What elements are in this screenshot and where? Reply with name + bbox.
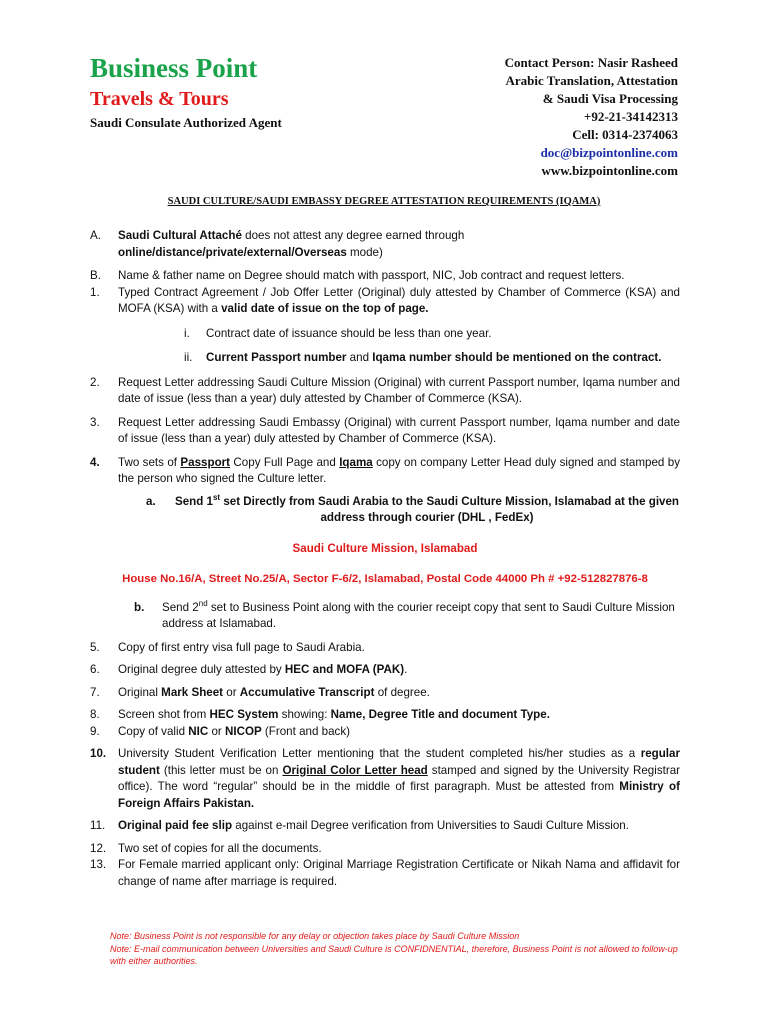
list-text: Request Letter addressing Saudi Culture Mission (Original) with current Passport number, Iqama number and date of issue (less than a year) duly attested by Chamber of Commerce (KSA). [118, 375, 680, 405]
note-line-1: Note: Business Point is not responsible for any delay or objection takes place by Saudi Culture Mission [110, 931, 520, 941]
list-text: Send 1st set Directly from Saudi Arabia to the Saudi Culture Mission, Islamabad at the given address through courier (DHL , FedEx) [174, 492, 680, 524]
list-item-13 [90, 857, 680, 890]
list-text: Request Letter addressing Saudi Embassy (Original) with current Passport number, Iqama number and date of issue (less than a year) duly attested by Chamber of Commerce (KSA). [118, 415, 680, 445]
list-text: Contract date of issuance should be less than one year. [206, 326, 492, 340]
list-marker: 9. [90, 724, 100, 738]
list-item-7 [90, 685, 680, 702]
contact-cell: Cell: 0314-2374063 [572, 127, 678, 142]
list-marker: A. [90, 229, 101, 242]
list-marker: 5. [90, 640, 100, 654]
list-item-6 [90, 662, 680, 679]
list-item-2 [90, 375, 680, 408]
list-text: Two sets of Passport Copy Full Page and Iqama copy on company Letter Head duly signed and stamped by the person who signed the Culture letter. [118, 455, 680, 485]
list-item-1 [90, 285, 680, 318]
list-text: Copy of valid NIC or NICOP (Front and back) [118, 724, 350, 738]
list-marker: i. [184, 326, 190, 340]
list-item-12 [90, 841, 680, 858]
list-marker: 8. [90, 708, 100, 721]
list-item-4-b [134, 600, 680, 633]
list-marker: 2. [90, 375, 100, 389]
contact-email[interactable]: doc@bizpointonline.com [540, 145, 678, 160]
list-text: For Female married applicant only: Original Marriage Registration Certificate or Nikah Nama and affidavit for change of name after marriage is required. [118, 858, 680, 888]
note-line-2: Note: E-mail communication between Universities and Saudi Culture is CONFIDNENTIAL, therefore, Business Point is not allowed to follow-up with either authorities. [110, 943, 678, 966]
list-item-11 [90, 818, 680, 835]
contact-services-2: & Saudi Visa Processing [542, 91, 678, 106]
mission-name: Saudi Culture Mission, Islamabad [292, 541, 478, 555]
brand-subtitle: Travels & Tours [90, 88, 229, 110]
list-item-8 [90, 707, 680, 724]
list-item-3 [90, 415, 680, 448]
list-marker: 4. [90, 455, 100, 469]
mission-address: House No.16/A, Street No.25/A, Sector F-6/2, Islamabad, Postal Code 44000 Ph # +92-512827876-8 [122, 573, 648, 585]
list-marker: ii. [184, 351, 193, 364]
contact-services-1: Arabic Translation, Attestation [505, 73, 678, 88]
list-text: Original degree duly attested by HEC and MOFA (PAK). [118, 663, 408, 676]
list-marker: 3. [90, 415, 100, 429]
list-text: Name & father name on Degree should match with passport, NIC, Job contract and request letters. [118, 269, 625, 282]
list-text: Typed Contract Agreement / Job Offer Letter (Original) duly attested by Chamber of Commerce (KSA) and MOFA (KSA) with a valid date of issue on the top of page. [118, 285, 680, 315]
list-marker: a. [146, 494, 156, 508]
list-text: Two set of copies for all the documents. [118, 841, 322, 855]
list-text: Saudi Cultural Attaché does not attest any degree earned through online/distance/private/external/Overseas mode) [118, 229, 465, 259]
list-item-5 [90, 640, 680, 657]
contact-phone: +92-21-34142313 [583, 109, 678, 124]
list-text: Original Mark Sheet or Accumulative Transcript of degree. [118, 685, 430, 699]
list-text: University Student Verification Letter mentioning that the student completed his/her studies as a regular student (this letter must be on Original Color Letter head stamped and signed by the University Registrar office). The word “regular” should be in the middle of first paragraph. Must be attested from Ministry of Foreign Affairs Pakistan. [118, 747, 681, 810]
list-item-9 [90, 724, 680, 741]
list-text: Original paid fee slip against e-mail Degree verification from Universities to Saudi Culture Mission. [118, 819, 629, 832]
list-text: Screen shot from HEC System showing: Name, Degree Title and document Type. [118, 708, 550, 721]
brand-block [90, 52, 282, 131]
list-marker: 6. [90, 663, 100, 676]
requirements-list [90, 228, 680, 890]
brand-name: Business Point [90, 53, 258, 83]
contact-website[interactable]: www.bizpointonline.com [541, 163, 678, 178]
list-item-b [90, 268, 680, 285]
list-item-4-a [146, 494, 680, 527]
list-item-a [90, 228, 680, 261]
list-marker: 1. [90, 285, 100, 299]
list-marker: 11. [90, 819, 106, 832]
list-item-1-i [184, 326, 680, 343]
list-marker: b. [134, 600, 145, 614]
list-item-4 [90, 455, 680, 488]
list-text: Copy of first entry visa full page to Saudi Arabia. [118, 640, 365, 654]
list-marker: 13. [90, 858, 107, 871]
contact-block [505, 54, 678, 180]
list-text: Send 2nd set to Business Point along with the courier receipt copy that sent to Saudi Culture Mission address at Islamabad. [162, 598, 675, 630]
contact-person: Contact Person: Nasir Rasheed [504, 55, 678, 70]
brand-tagline: Saudi Consulate Authorized Agent [90, 115, 282, 130]
list-marker: 7. [90, 685, 100, 699]
list-marker: B. [90, 269, 101, 282]
list-marker: 12. [90, 841, 107, 855]
list-text: Current Passport number and Iqama number should be mentioned on the contract. [206, 351, 662, 364]
list-item-1-ii [184, 350, 680, 367]
document-title: SAUDI CULTURE/SAUDI EMBASSY DEGREE ATTESTATION REQUIREMENTS (IQAMA) [167, 196, 601, 207]
list-marker: 10. [90, 747, 107, 760]
list-item-10 [90, 746, 680, 812]
notes-block [110, 930, 680, 968]
